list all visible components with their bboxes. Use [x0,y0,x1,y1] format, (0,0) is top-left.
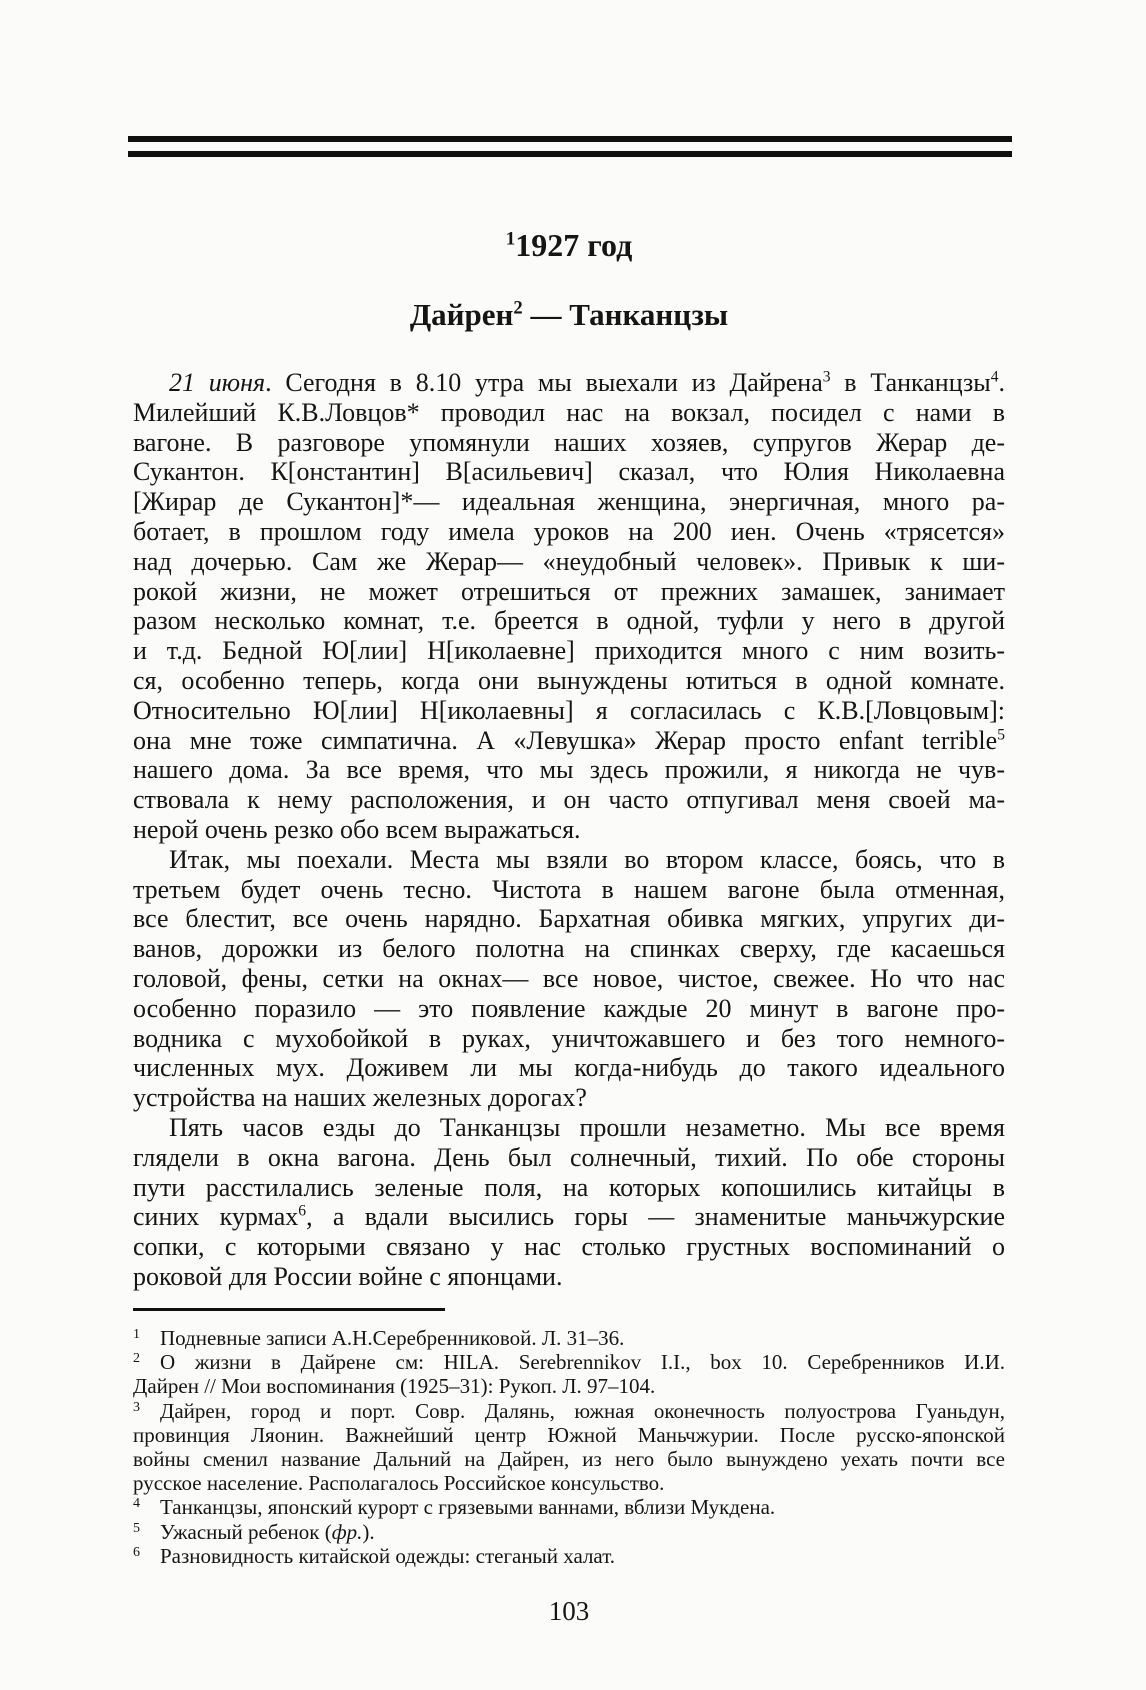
text-run: войны сменил название Дальний на Дайрен, из него было вынуждено уехать почти все [133,1446,1005,1471]
text-line [133,904,1005,934]
text-run: Танканцзы, японский курорт с грязевыми ваннами, вблизи Мукдена. [160,1495,776,1520]
text-run: [Жирар де Сукантон]*— идеальная женщина, энергичная, много ра- [133,487,1005,517]
text-line [133,875,1005,905]
text-line [133,428,1005,458]
footnote-line: 2 О жизни в Дайрене см: HILA. Serebrennikov I.I., box 10. Серебренников И.И. [133,1350,1005,1375]
superscript-ref: 3 [822,368,831,386]
page-title [133,226,1005,264]
text-line [133,1143,1005,1173]
text-line [133,666,1005,696]
text-run: . Сегодня в 8.10 утра мы выехали из Дайрена [265,368,823,397]
text-run: сопки, с которыми связано у нас столько грустных воспоминаний о [133,1232,1005,1262]
text-run: ). [362,1519,375,1544]
text-line [133,487,1005,517]
superscript-ref: 5 [997,725,1005,743]
text-run: Дайрен // Мои воспоминания (1925–31): Рукоп. Л. 97–104. [133,1374,656,1399]
text-run: — Танканцзы [522,297,729,332]
text-run: она мне тоже симпатична. А «Левушка» Жерар просто enfant terrible [133,725,998,755]
text-run: нашего дома. За все время, что мы здесь прожили, я никогда не чув- [133,755,1005,785]
superscript-ref: 4 [990,368,999,386]
text-run: разом несколько комнат, т.е. бреется в одной, туфли у него в другой [133,606,1005,636]
footnote-line: 6 Разновидность китайской одежды: стеганый халат. [133,1543,616,1568]
text-run: третьем будет очень тесно. Чистота в нашем вагоне была отменная, [133,874,1005,904]
text-run: 21 июня [169,368,266,397]
text-run: провинция Ляонин. Важнейший центр Южной Маньчжурии. После русско-японской [133,1422,1005,1447]
text-run: Относительно Ю[лии] Н[иколаевны] я согласилась с К.В.[Ловцовым]: [133,695,1005,725]
text-line [133,1262,1005,1292]
footnotes [133,1326,1005,1568]
superscript-ref: 6 [298,1202,307,1220]
text-line [133,368,1005,398]
text-run: нерой очень резко обо всем выражаться. [133,814,581,844]
text-run: фр. [331,1519,363,1544]
text-run: Дайрен [409,297,514,332]
footnote-line [133,1423,1005,1447]
superscript-ref: 1 [505,228,516,250]
text-run: Ужасный ребенок ( [160,1519,332,1544]
footnote-line [133,1471,1005,1495]
text-line [133,398,1005,428]
text-run: устройства на наших железных дорогах? [133,1083,587,1113]
text-line [133,517,1005,547]
text-line [133,1232,1005,1262]
text-run: роковой для России войне с японцами. [133,1261,563,1291]
text-run: численных мух. Доживем ли мы когда-нибудь до такого идеального [133,1053,1005,1083]
text-line [133,1083,1005,1113]
text-run: русское население. Располагалось Российское консульство. [133,1471,665,1496]
page-number: 103 [548,1596,590,1626]
text-line [133,994,1005,1024]
footnote-line: 5 Ужасный ребенок (фр.). [133,1519,375,1544]
text-run: 1927 год [515,227,633,263]
text-run: Дайрен, город и порт. Совр. Далянь, южная оконечность полуострова Гуаньдун, [160,1398,1005,1423]
footnote-line: 4 Танканцзы, японский курорт с грязевыми ваннами, вблизи Мукдена. [133,1495,776,1520]
text-line [133,934,1005,964]
text-run: Милейший К.В.Ловцов* проводил нас на вокзал, посидел с нами в [133,397,1005,427]
text-run: Итак, мы поехали. Места мы взяли во втором классе, боясь, что в [169,844,1005,874]
text-run: все блестит, все очень нарядно. Бархатная обивка мягких, упругих ди- [133,904,1005,934]
text-run: и т.д. Бедной Ю[лии] Н[иколаевне] приходится много с ним возить- [133,636,1005,666]
text-run: пути расстилались зеленые поля, на которых копошились китайцы в [133,1172,1005,1202]
text-line [133,636,1005,666]
text-line [133,577,1005,607]
text-line [133,726,1005,756]
text-line [133,755,1005,785]
text-line [133,457,1005,487]
superscript-ref: 2 [513,297,523,319]
footnote-line [133,1447,1005,1471]
text-line [133,845,1005,875]
header-double-rule [128,136,1012,157]
text-line [133,815,1005,845]
text-line [133,696,1005,726]
text-run: особенно поразило — это появление каждые 20 минут в вагоне про- [133,993,1005,1023]
text-run: водника с мухобойкой в руках, уничтожавшего и без того немного- [133,1023,1005,1053]
text-run: , а вдали высились горы — знаменитые маньчжурские [306,1202,1006,1232]
text-line [133,785,1005,815]
footnote-line: 3 Дайрен, город и порт. Совр. Далянь, южная оконечность полуострова Гуаньдун, [133,1398,1005,1423]
text-run: О жизни в Дайрене см: HILA. Serebrennikov I.I., box 10. Серебренников И.И. [160,1350,1005,1375]
text-run: вагоне. В разговоре упомянули наших хозяев, супругов Жерар де- [133,427,1005,457]
text-run: синих курмах [133,1202,299,1232]
text-run: Пять часов езды до Танканцзы прошли незаметно. Мы все время [169,1112,1005,1142]
footnote-line: 1 Подневные записи А.Н.Серебренниковой. Л. 31–36. [133,1326,625,1350]
text-line [133,606,1005,636]
text-run: . [998,368,1005,397]
text-run: в Танканцзы [830,368,991,397]
text-run: Сукантон. К[онстантин] В[асильевич] сказал, что Юлия Николаевна [133,457,1005,487]
text-line [133,1202,1005,1232]
text-run: ботает, в прошлом году имела уроков на 200 иен. Очень «трясется» [133,516,1005,546]
text-run: ствовала к нему расположения, и он часто отпугивал меня своей ма- [133,785,1005,815]
text-run: над дочерью. Сам же Жерар— «неудобный человек». Привык к ши- [133,546,1005,576]
text-run: Разновидность китайской одежды: стеганый халат. [160,1543,616,1568]
text-line [133,1173,1005,1203]
text-line [133,547,1005,577]
text-line [133,1024,1005,1054]
text-line [133,1113,1005,1143]
text-run: глядели в окна вагона. День был солнечный, тихий. По обе стороны [133,1142,1005,1172]
text-run: Подневные записи А.Н.Серебренниковой. Л. 31–36. [160,1326,625,1350]
text-line [133,1053,1005,1083]
text-run: головой, фены, сетки на окнах— все новое, чистое, свежее. Но что нас [133,963,1005,993]
text-line [133,964,1005,994]
body-text [133,368,1005,1292]
page-subtitle [133,296,1005,334]
text-run: рокой жизни, не может отрешиться от прежних замашек, занимает [133,576,1005,606]
text-run: ся, особенно теперь, когда они вынуждены ютиться в одной комнате. [133,665,1005,695]
footnote-line [133,1374,1005,1398]
footnote-separator [133,1308,445,1311]
text-run: ванов, дорожки из белого полотна на спинках сверху, где касаешься [133,934,1005,964]
